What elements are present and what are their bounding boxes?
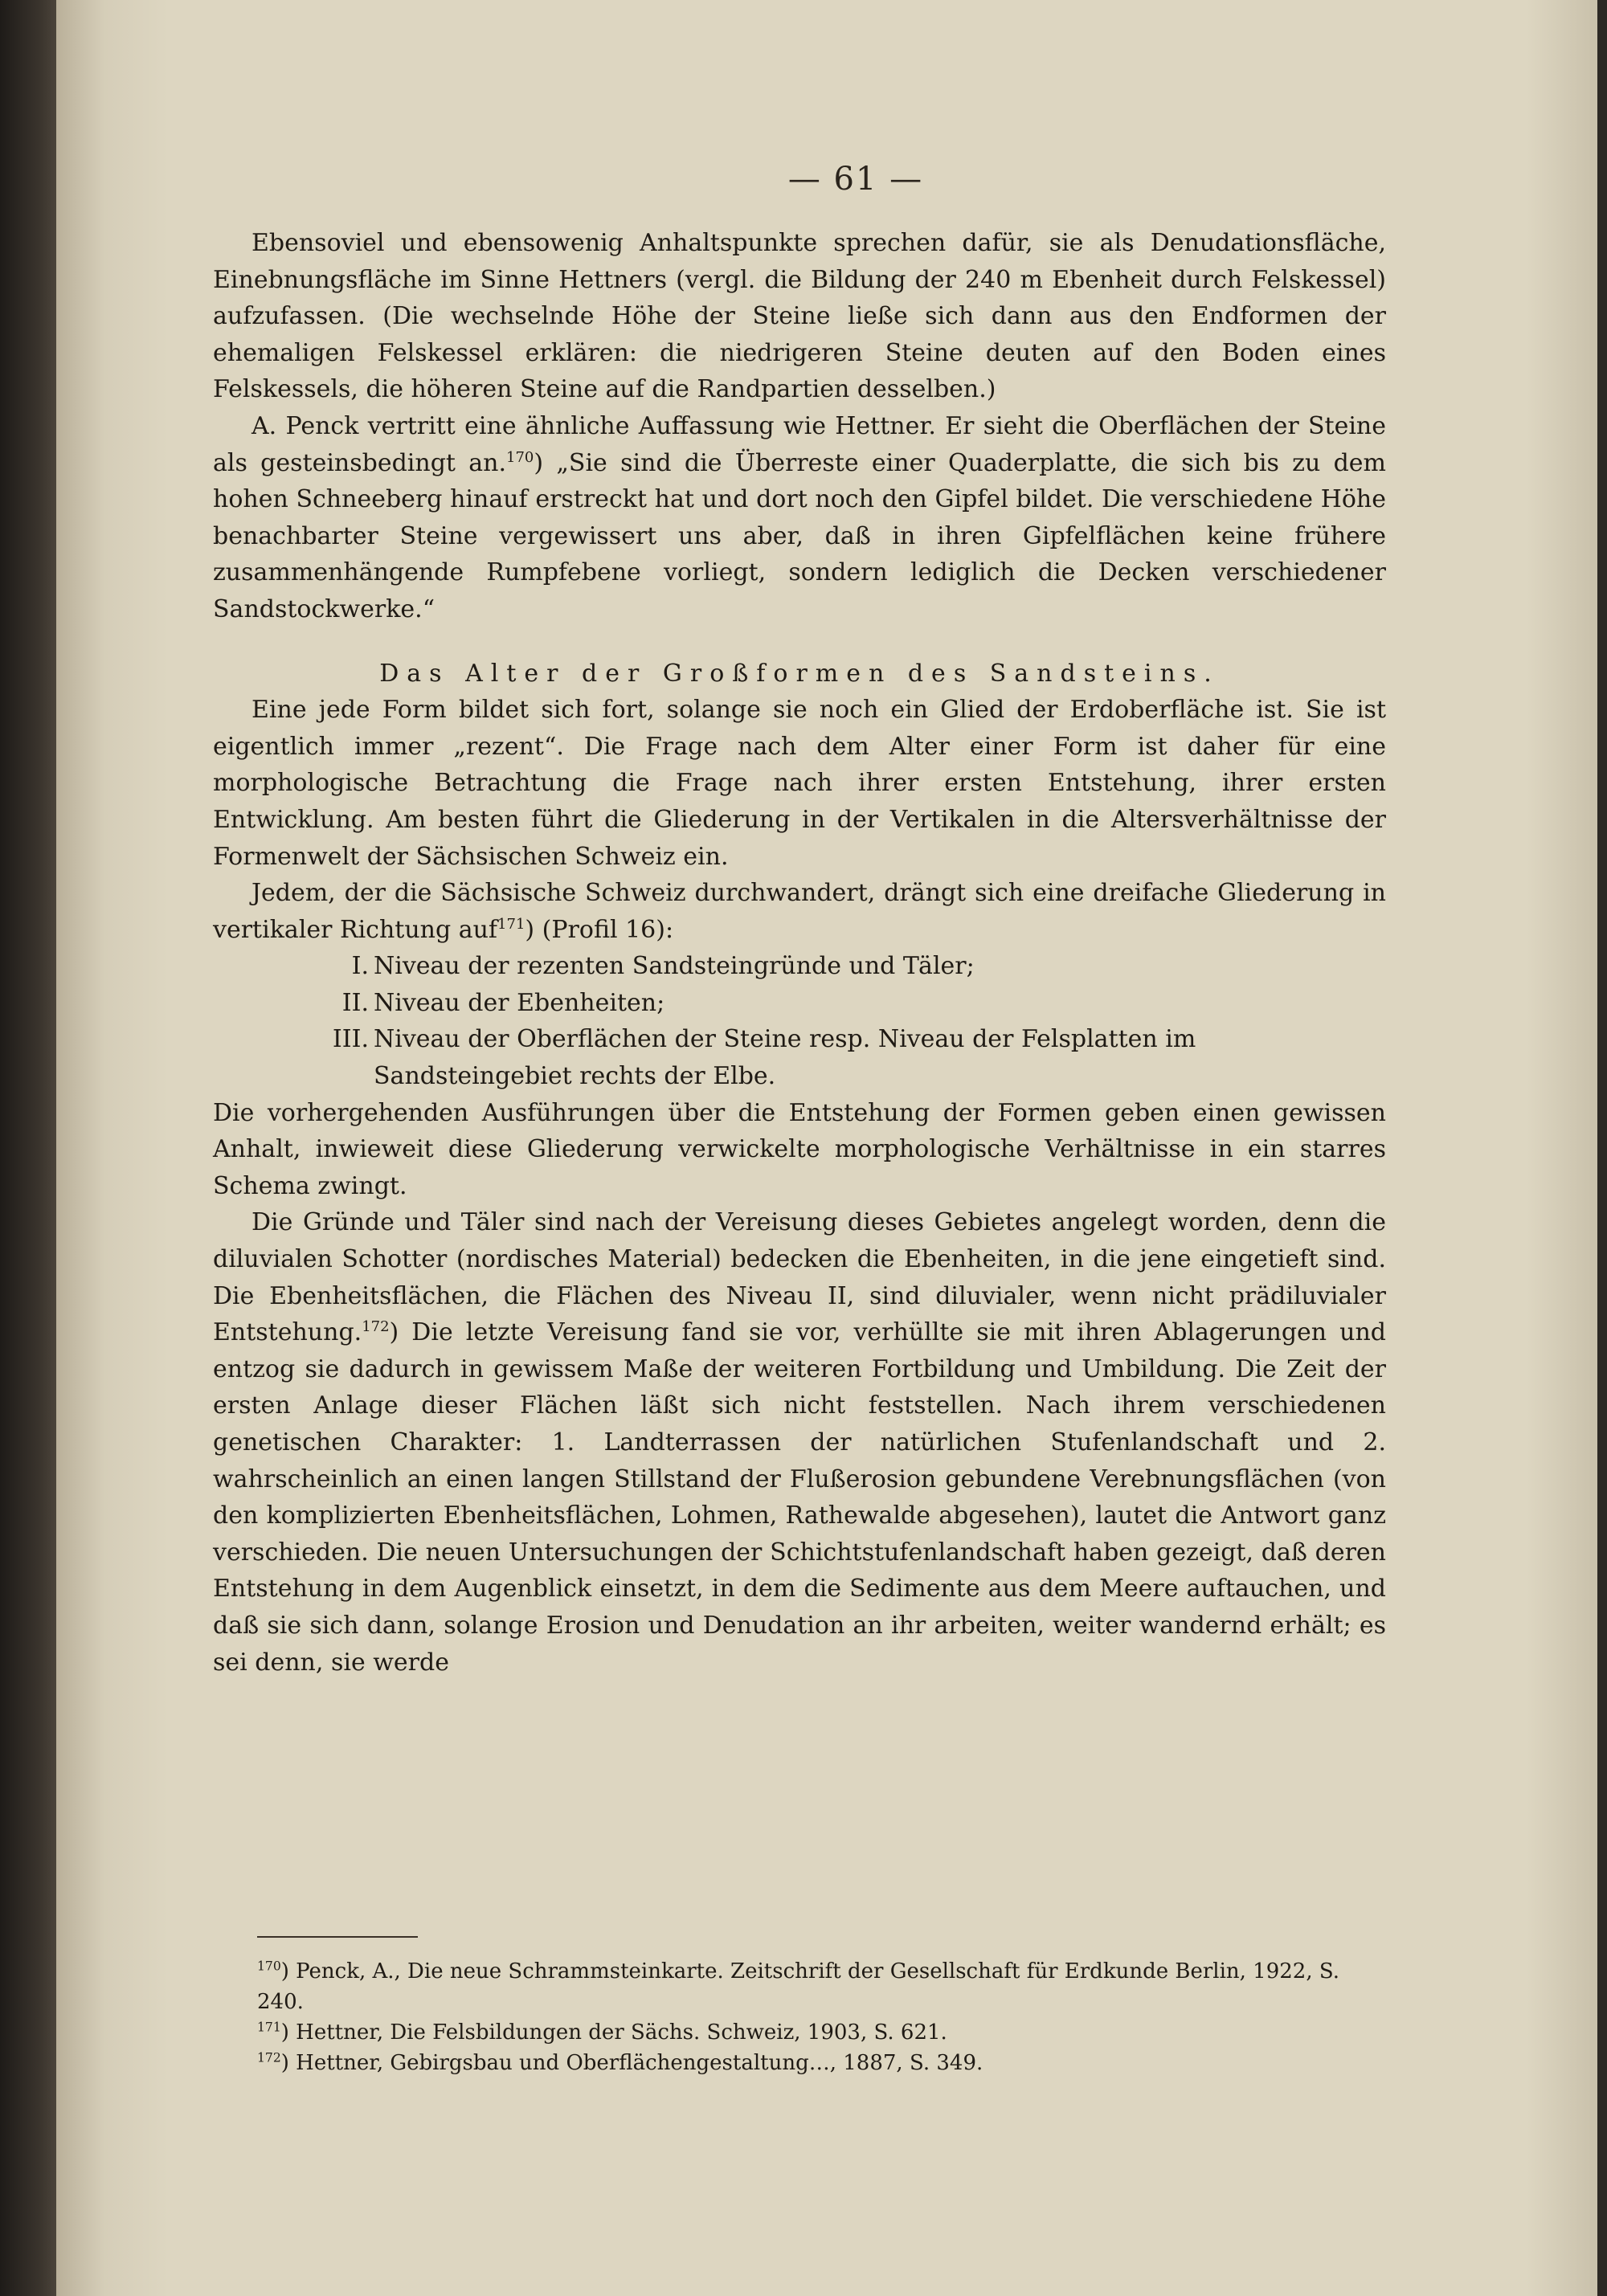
paragraph-4-text-b: ) (Profil 16): bbox=[525, 915, 674, 944]
paragraph-1: Ebensoviel und ebensowenig Anhaltspunkte sprechen dafür, sie als Denudationsfläche, Einebnungsfläche im Sinne Hettners (vergl. die Bildung der 240 m Ebenheit durch Felskessel) aufzufassen. (Die wechselnde Höhe der Steine ließe sich dann aus den Endformen der ehemaligen Felskessel erklären: die niedrigeren Steine deuten auf den Boden eines Felskessels, die höheren Steine auf die Randpartien desselben.) bbox=[213, 229, 1386, 404]
footnote-mark: 171 bbox=[257, 2020, 281, 2035]
footnote-171 bbox=[257, 2017, 1382, 2048]
paragraph-4-text-a: Jedem, der die Sächsische Schweiz durchwandert, drängt sich eine dreifache Gliederung in vertikaler Richtung auf bbox=[213, 879, 1386, 944]
footnote-text: ) Hettner, Die Felsbildungen der Sächs. Schweiz, 1903, S. 621. bbox=[280, 2020, 947, 2045]
footnote-text: ) Hettner, Gebirgsbau und Oberflächengestaltung…, 1887, S. 349. bbox=[280, 2051, 983, 2075]
level-text: Niveau der rezenten Sandsteingründe und Täler; bbox=[374, 952, 975, 981]
paragraph-5: Die vorhergehenden Ausführungen über die Entstehung der Formen geben einen gewissen Anhalt, inwieweit diese Gliederung verwickelte morphologische Verhältnisse in ein starres Schema zwingt. bbox=[213, 1098, 1386, 1200]
paragraph-4 bbox=[213, 875, 1386, 948]
paragraph-2-text-b: ) „Sie sind die Überreste einer Quaderplatte, die sich bis zu dem hohen Schneeberg hinauf erstreckt hat und dort noch den Gipfel bildet. Die verschiedene Höhe benachbarter Steine vergewissert uns aber, daß in ihren Gipfelflächen keine frühere zusammenhängende Rumpfebene vorliegt, sondern lediglich die Decken verschiedener Sandstockwerke.“ bbox=[213, 448, 1386, 623]
footnote-ref-171: 171 bbox=[497, 915, 525, 933]
footnote-text: ) Penck, A., Die neue Schrammsteinkarte. Zeitschrift der Gesellschaft für Erdkunde Berlin, 1922, S. 240. bbox=[257, 1959, 1340, 2014]
section-heading: Das Alter der Großformen des Sandsteins. bbox=[379, 659, 1220, 688]
footnote-divider bbox=[257, 1936, 418, 1938]
paragraph-3: Eine jede Form bildet sich fort, solange sie noch ein Glied der Erdoberfläche ist. Sie ist eigentlich immer „rezent“. Die Frage nach dem Alter einer Form ist daher für eine morphologische Betrachtung die Frage nach ihrer ersten Entstehung, ihrer ersten Entwicklung. Am besten führt die Gliederung in der Vertikalen in die Altersverhältnisse der Formenwelt der Sächsischen Schweiz ein. bbox=[213, 696, 1386, 871]
level-number: I. bbox=[351, 952, 369, 981]
page-number: — 61 — bbox=[787, 161, 924, 198]
paragraph-2 bbox=[213, 408, 1386, 628]
footnote-170 bbox=[257, 1956, 1382, 2017]
footnote-mark: 172 bbox=[257, 2050, 281, 2065]
page-sheet bbox=[56, 0, 1597, 2296]
level-item bbox=[213, 948, 1386, 985]
level-item bbox=[213, 985, 1386, 1022]
footnote-mark: 170 bbox=[257, 1959, 281, 1974]
body-text bbox=[213, 225, 1386, 1681]
paragraph-2-text-a: A. Penck vertritt eine ähnliche Auffassung wie Hettner. Er sieht die Oberflächen der Steine als gesteinsbedingt an. bbox=[213, 411, 1386, 477]
level-list bbox=[213, 948, 1386, 1094]
level-text: Niveau der Ebenheiten; bbox=[374, 988, 665, 1017]
level-item bbox=[213, 1021, 1386, 1094]
paragraph-6 bbox=[213, 1204, 1386, 1681]
paragraph-6-text-b: ) Die letzte Vereisung fand sie vor, verhüllte sie mit ihren Ablagerungen und entzog sie dadurch in gewissem Maße der weiteren Fortbildung und Umbildung. Die Zeit der ersten Anlage dieser Flächen läßt sich nicht feststellen. Nach ihrem verschiedenen genetischen Charakter: 1. Landterrassen der natürlichen Stufenlandschaft und 2. wahrscheinlich an einen langen Stillstand der Flußerosion gebundene Verebnungsflächen (von den komplizierten Ebenheitsflächen, Lohmen, Rathewalde abgesehen), lautet die Antwort ganz verschieden. Die neuen Untersuchungen der Schichtstufenlandschaft haben gezeigt, daß deren Entstehung in dem Augenblick einsetzt, in dem die Sedimente aus dem Meere auftauchen, und daß sie sich dann, solange Erosion und Denudation an ihr arbeiten, weiter wandernd erhält; es sei denn, sie werde bbox=[213, 1318, 1386, 1677]
footnote-172 bbox=[257, 2048, 1382, 2078]
footnotes bbox=[257, 1956, 1382, 2078]
level-text: Niveau der Oberflächen der Steine resp. Niveau der Felsplatten im Sandsteingebiet rechts der Elbe. bbox=[374, 1025, 1196, 1091]
footnote-ref-170: 170 bbox=[506, 448, 534, 466]
paragraph-6-text-a: Die Gründe und Täler sind nach der Vereisung dieses Gebietes angelegt worden, denn die diluvialen Schotter (nordisches Material) bedecken die Ebenheiten, in die jene eingetieft sind. Die Ebenheitsflächen, die Flächen des Niveau II, sind diluvialer, wenn nicht prädiluvialer Entstehung. bbox=[213, 1208, 1386, 1347]
level-number: II. bbox=[341, 988, 369, 1017]
level-number: III. bbox=[332, 1025, 369, 1054]
footnote-ref-172: 172 bbox=[362, 1318, 390, 1336]
